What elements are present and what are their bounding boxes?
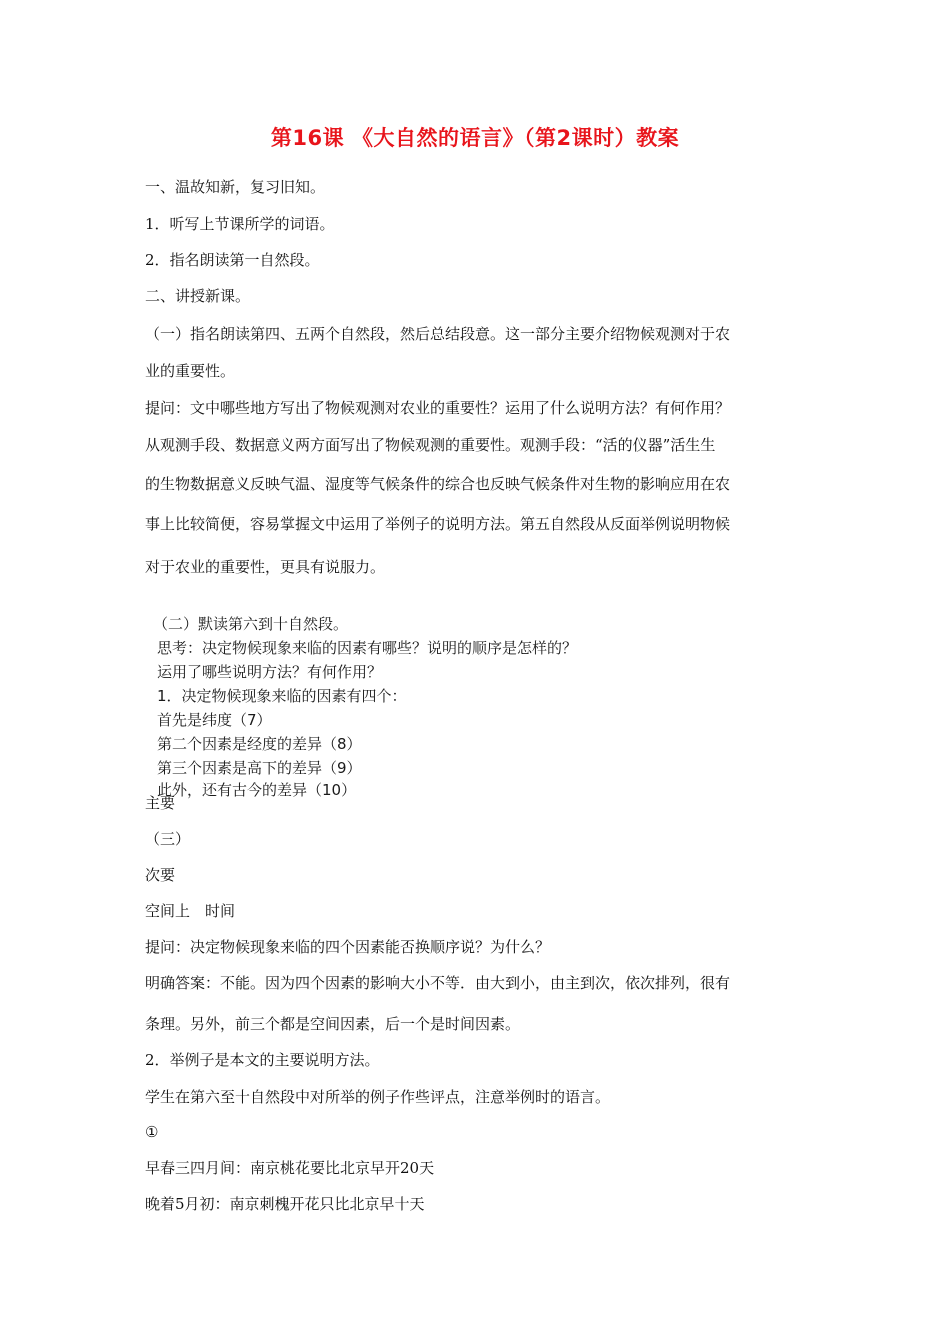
scan-line: 此外，还有古今的差异（10） [157, 781, 357, 799]
scan-line: （二）默读第六到十自然段。 [153, 615, 349, 633]
text-line: 明确答案：不能。因为四个因素的影响大小不等．由大到小，由主到次，依次排列，很有 [145, 974, 731, 992]
page-title: 第16课 《大自然的语言》（第2课时）教案 [270, 126, 680, 150]
text-line: 从观测手段、数据意义两方面写出了物候观测的重要性。观测手段：“活的仪器”活生生 [145, 436, 716, 454]
text-line: 早春三四月间：南京桃花要比北京早开20天 [145, 1159, 435, 1177]
text-line: 的生物数据意义反映气温、湿度等气候条件的综合也反映气候条件对生物的影响应用在农 [145, 475, 731, 493]
text-line: 业的重要性。 [145, 362, 236, 380]
scan-line: 第三个因素是高下的差异（9） [157, 759, 362, 777]
scan-line: 第二个因素是经度的差异（8） [157, 735, 362, 753]
text-line: 一、温故知新，复习旧知。 [145, 178, 326, 196]
text-line: （三） [145, 830, 191, 848]
scanned-excerpt [145, 614, 645, 799]
text-line: 学生在第六至十自然段中对所举的例子作些评点，注意举例时的语言。 [145, 1088, 611, 1106]
text-line: 次要 [145, 866, 176, 884]
text-line: ① [145, 1123, 159, 1141]
text-line: 二、讲授新课。 [145, 287, 251, 305]
text-line: 晚着5月初：南京刺槐开花只比北京早十天 [145, 1195, 425, 1213]
text-line: 对于农业的重要性，更具有说服力。 [145, 558, 386, 576]
text-line: （一）指名朗读第四、五两个自然段，然后总结段意。这一部分主要介绍物候观测对于农 [145, 325, 731, 343]
text-line: 1．听写上节课所学的词语。 [145, 215, 335, 233]
text-line: 空间上 时间 [145, 902, 236, 920]
text-line: 提问：决定物候现象来临的四个因素能否换顺序说？为什么？ [145, 938, 551, 956]
scan-line: 首先是纬度（7） [157, 711, 272, 729]
scan-line: 1．决定物候现象来临的因素有四个： [157, 687, 407, 705]
text-line: 事上比较简便，容易掌握文中运用了举例子的说明方法。第五自然段从反面举例说明物候 [145, 515, 731, 533]
text-line: 主要 [145, 794, 176, 812]
text-line: 2．举例子是本文的主要说明方法。 [145, 1051, 380, 1069]
text-line: 条理。另外，前三个都是空间因素，后一个是时间因素。 [145, 1015, 521, 1033]
text-line: 2．指名朗读第一自然段。 [145, 251, 320, 269]
text-line: 提问：文中哪些地方写出了物候观测对农业的重要性？运用了什么说明方法？有何作用？ [145, 399, 731, 417]
scan-line: 运用了哪些说明方法？有何作用？ [157, 663, 383, 681]
scan-line: 思考：决定物候现象来临的因素有哪些？说明的顺序是怎样的？ [157, 639, 578, 657]
